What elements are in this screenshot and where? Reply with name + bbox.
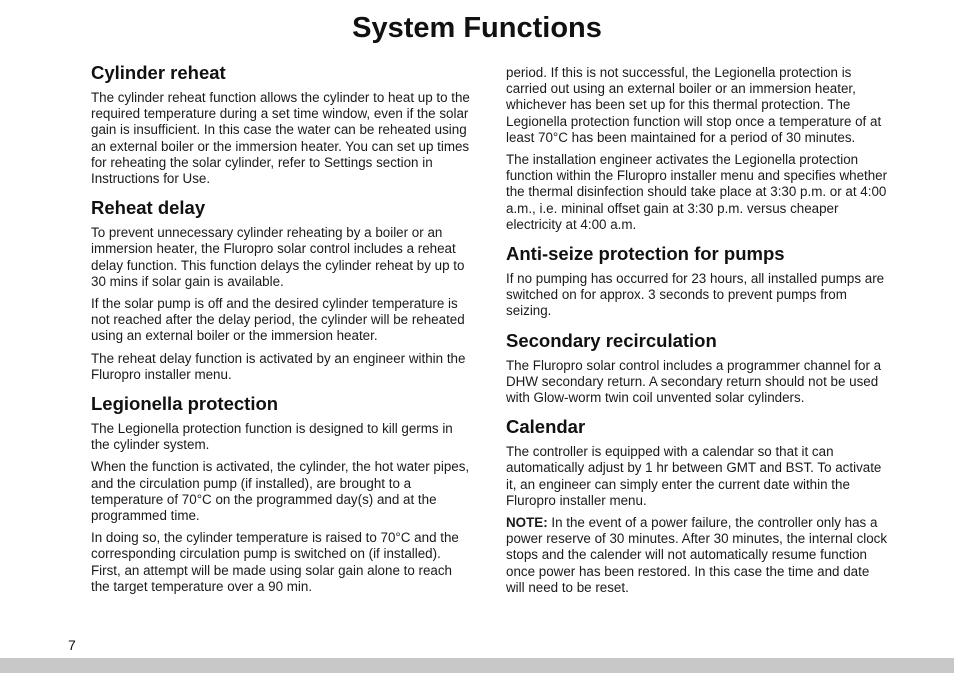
paragraph: To prevent unnecessary cylinder reheating by a boiler or an immersion heater, the Fluropro solar control includes a reheat delay function. This function delays the cylinder reheat by up to 30 mins if solar gain is available. — [91, 225, 465, 289]
section-calendar — [506, 416, 888, 596]
section-reheat-delay — [91, 197, 473, 383]
paragraph: The cylinder reheat function allows the cylinder to heat up to the required temperature during a set time window, even if the solar gain is insufficient. In this case the water can be reheated using an external boiler or the immersion heater. You can set up times for reheating the solar cylinder, refer to Settings section in Instructions for Use. — [91, 90, 470, 187]
paragraph: The installation engineer activates the Legionella protection function within the Fluropro installer menu and specifies whether the thermal disinfection should take place at 3:30 p.m. or at 4:00 a.m., i.e. mininal offset gain at 3:30 p.m. versus cheaper electricity at 4:00 a.m. — [506, 152, 888, 232]
paragraph: In doing so, the cylinder temperature is raised to 70°C and the corresponding circulation pump is switched on (if installed). First, an attempt will be made using solar gain alone to reach the target temperature over a 90 min. — [91, 530, 459, 594]
section-anti-seize — [506, 243, 888, 320]
paragraph: The reheat delay function is activated by an engineer within the Fluropro installer menu. — [91, 350, 466, 382]
paragraph: If no pumping has occurred for 23 hours, all installed pumps are switched on for approx. 3 seconds to prevent pumps from seizing. — [506, 271, 885, 319]
paragraph: The Fluropro solar control includes a programmer channel for a DHW secondary return. A secondary return should not be used with Glow-worm twin coil unvented solar cylinders. — [506, 357, 882, 406]
section-legionella-continued — [506, 65, 888, 233]
section-legionella-protection — [91, 393, 473, 595]
section-secondary-recirculation — [506, 330, 888, 407]
section-cylinder-reheat — [91, 62, 473, 187]
section-heading: Reheat delay — [91, 197, 206, 219]
right-column — [506, 65, 888, 606]
note-label: NOTE: — [506, 515, 548, 531]
left-column — [91, 62, 473, 605]
paragraph: The Legionella protection function is designed to kill germs in the cylinder system. — [91, 421, 453, 453]
paragraph: period. If this is not successful, the Legionella protection is carried out using an external boiler or an immersion heater, whichever has been set up for this thermal protection. The Legionella protection function will stop once a temperature of at least 70°C has been maintained for a period of 30 minutes. — [506, 65, 882, 145]
note-paragraph — [506, 515, 888, 596]
section-heading: Cylinder reheat — [91, 62, 226, 83]
page-title: System Functions — [352, 12, 602, 44]
section-heading: Anti-seize protection for pumps — [506, 243, 785, 265]
section-heading: Calendar — [506, 416, 586, 438]
page-number: 7 — [68, 637, 76, 653]
note-text: In the event of a power failure, the controller only has a power reserve of 30 minutes. After 30 minutes, the internal clock stops and the calender will not automatically resume function once power has been restored. In this case the time and date will need to be reset. — [506, 515, 888, 595]
footer-bar — [0, 658, 954, 673]
section-heading: Legionella protection — [91, 393, 279, 415]
paragraph: The controller is equipped with a calendar so that it can automatically adjust by 1 hr between GMT and BST. To activate it, an engineer can simply enter the current date within the Fluropro installer menu. — [506, 444, 882, 508]
paragraph: When the function is activated, the cylinder, the hot water pipes, and the circulation pump (if installed), are brought to a temperature of 70°C on the programmed day(s) and at the programmed time. — [91, 459, 470, 524]
section-heading: Secondary recirculation — [506, 329, 717, 351]
paragraph: If the solar pump is off and the desired cylinder temperature is not reached after the delay period, the cylinder will be reheated using an external boiler or the immersion heater. — [91, 296, 465, 344]
